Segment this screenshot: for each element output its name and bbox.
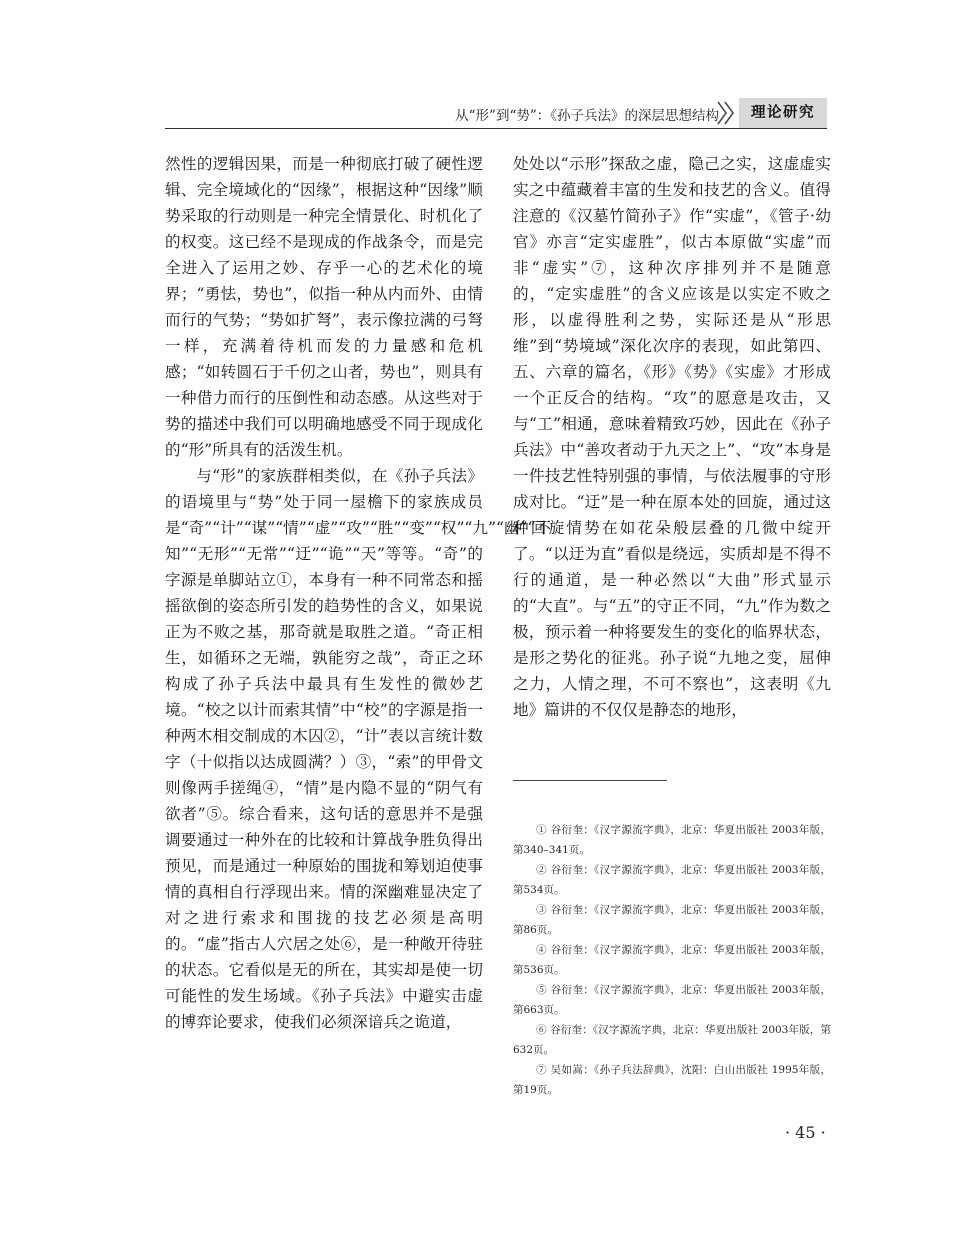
footnote: ⑤ 谷衍奎：《汉字源流字典》，北京：华夏出版社 2003年版，第663页。: [513, 984, 831, 1016]
right-column: [513, 151, 831, 761]
footnote: ③ 谷衍奎：《汉字源流字典》，北京：华夏出版社 2003年版，第86页。: [513, 904, 831, 936]
section-badge: 理论研究: [739, 98, 827, 128]
body-paragraph: 与“形”的家族群相类似，在《孙子兵法》的语境里与“势”处于同一屋檐下的家族成员是“奇”“计”“谋”“情”“虚”“攻”“胜”“变”“权”“九”“幽”“不知”“无形”“无常”“迂”“诡”“天”等等。“奇”的字源是单脚站立①，本身有一种不同常态和摇摇欲倒的姿态所引发的趋势性的含义，如果说正为不败之基，那奇就是取胜之道。“奇正相生，如循环之无端，孰能穷之哉”，奇正之环构成了孙子兵法中最具有生发性的微妙艺境。“校之以计而索其情”中“校”的字源是指一种两木相交制成的木囚②，“计”表以言统计数字（十似指以达成圆满？）③，“索”的甲骨文则像两手搓绳④，“情”是内隐不显的“阴气有欲者”⑤。综合看来，这句话的意思并不是强调要通过一种外在的比较和计算战争胜负得出预见，而是通过一种原始的围拢和筹划迫使事情的真相自行浮现出来。情的深幽难显决定了对之进行索求和围拢的技艺必须是高明的。“虚”指古人穴居之处⑥，是一种敞开待驻的状态。它看似是无的所在，其实却是使一切可能性的发生场域。《孙子兵法》中避实击虚的博弈论要求，使我们必须深谙兵之诡道，: [165, 467, 552, 1031]
footnote: ⑦ 吴如嵩：《孙子兵法辞典》，沈阳：白山出版社 1995年版，第19页。: [513, 1064, 831, 1096]
running-header: [165, 98, 827, 129]
footnotes: [513, 820, 831, 1100]
footnote: ④ 谷衍奎：《汉字源流字典》，北京：华夏出版社 2003年版，第536页。: [513, 944, 831, 976]
left-column: [165, 151, 552, 1109]
footnote: ⑥ 谷衍奎：《汉字源流字典，北京：华夏出版社 2003年版，第632页。: [513, 1024, 831, 1056]
footnote-divider: [513, 780, 667, 781]
body-paragraph: 然性的逻辑因果，而是一种彻底打破了硬性逻辑、完全境域化的“因缘”，根据这种“因缘”顺势采取的行动则是一种完全情景化、时机化了的权变。这已经不是现成的作战条令，而是完全进入了运用之妙、存乎一心的艺术化的境界；“勇怯，势也”，似指一种从内而外、由情而行的气势；“势如扩弩”，表示像拉满的弓弩一样，充满着待机而发的力量感和危机感；“如转圆石于千仞之山者，势也”，则具有一种借力而行的压倒性和动态感。从这些对于势的描述中我们可以明确地感受不同于现成化的“形”所具有的活泼生机。: [165, 155, 483, 459]
footnote: ① 谷衍奎：《汉字源流字典》，北京：华夏出版社 2003年版，第340–341页。: [513, 824, 831, 856]
double-chevron-icon: [715, 100, 737, 126]
running-title: 从“形”到“势”：《孙子兵法》的深层思想结构: [455, 108, 719, 124]
footnote: ② 谷衍奎：《汉字源流字典》，北京：华夏出版社 2003年版，第534页。: [513, 864, 831, 896]
page-number: · 45 ·: [785, 1123, 826, 1142]
body-paragraph: 处处以“示形”探敌之虚，隐己之实，这虚虚实实之中蕴藏着丰富的生发和技艺的含义。值得注意的《汉墓竹简孙子》作“实虚”，《管子·幼官》亦言“定实虚胜”，似古本原做“实虚”而非“虚实”⑦，这种次序排列并不是随意的，“定实虚胜”的含义应该是以实定不败之形，以虚得胜利之势，实际还是从“形思维”到“势境域”深化次序的表现，如此第四、五、六章的篇名，《形》《势》《实虚》才形成一个正反合的结构。“攻”的愿意是攻击，又与“工”相通，意味着精致巧妙，因此在《孙子兵法》中“善攻者动于九天之上”、“攻”本身是一件技艺性特别强的事情，与依法履事的守形成对比。“迂”是一种在原本处的回旋，通过这种回旋情势在如花朵般层叠的几微中绽开了。“以迂为直”看似是绕远，实质却是不得不行的通道，是一种必然以“大曲”形式显示的“大直”。与“五”的守正不同，“九”作为数之极，预示着一种将要发生的变化的临界状态，是形之势化的征兆。孙子说“九地之变，屈伸之力，人情之理，不可不察也”，这表明《九地》篇讲的不仅仅是静态的地形，: [513, 155, 831, 719]
